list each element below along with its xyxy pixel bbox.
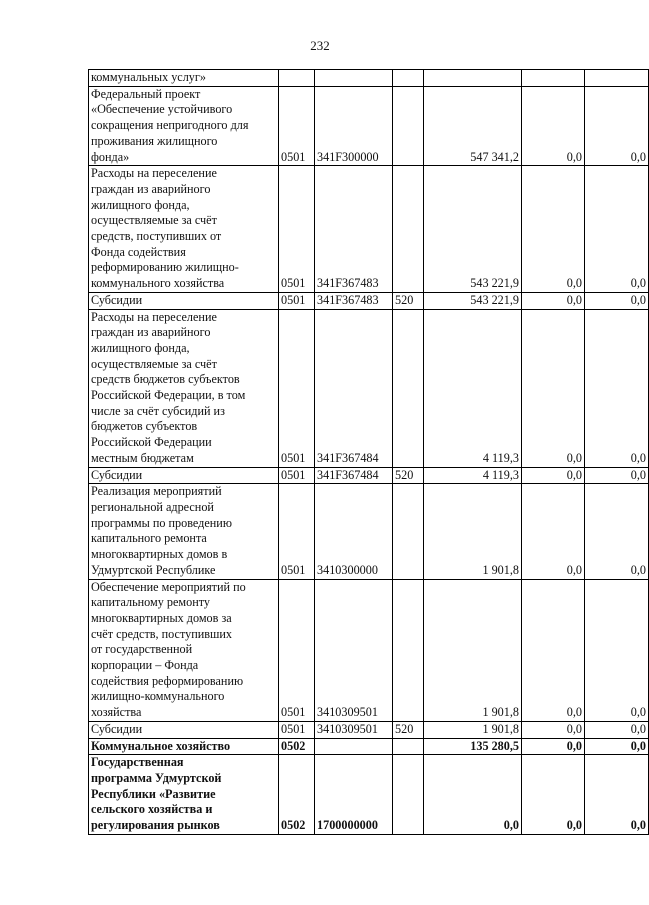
page-number: 232 bbox=[310, 38, 330, 53]
row-name-cell: Федеральный проект «Обеспечение устойчивого сокращения непригодного для проживания жилищного фонда» bbox=[89, 86, 279, 166]
section-code-cell: 0501 bbox=[279, 166, 315, 293]
section-code-cell: 0502 bbox=[279, 755, 315, 835]
expense-type-cell bbox=[393, 309, 424, 467]
amount-year2-cell: 0,0 bbox=[522, 579, 585, 721]
amount-cell: 135 280,5 bbox=[424, 738, 522, 755]
amount-year2-cell: 0,0 bbox=[522, 467, 585, 484]
table-row bbox=[89, 70, 649, 87]
expense-type-cell bbox=[393, 166, 424, 293]
amount-year3-cell: 0,0 bbox=[585, 292, 649, 309]
row-name-cell: Реализация мероприятий региональной адресной программы по проведению капитального ремонта многоквартирных домов в Удмуртской Республике bbox=[89, 484, 279, 579]
target-article-cell: 3410309501 bbox=[315, 579, 393, 721]
amount-year2-cell: 0,0 bbox=[522, 738, 585, 755]
target-article-cell: 3410309501 bbox=[315, 721, 393, 738]
row-name-cell: Коммунальное хозяйство bbox=[89, 738, 279, 755]
amount-year3-cell: 0,0 bbox=[585, 86, 649, 166]
row-name-cell: Государственная программа Удмуртской Республики «Развитие сельского хозяйства и регулирования рынков bbox=[89, 755, 279, 835]
target-article-cell: 3410300000 bbox=[315, 484, 393, 579]
budget-table-body bbox=[89, 70, 649, 835]
target-article-cell bbox=[315, 738, 393, 755]
row-name-cell: коммунальных услуг» bbox=[89, 70, 279, 87]
amount-year2-cell: 0,0 bbox=[522, 292, 585, 309]
target-article-cell: 341F367483 bbox=[315, 166, 393, 293]
amount-year2-cell: 0,0 bbox=[522, 309, 585, 467]
amount-cell: 1 901,8 bbox=[424, 579, 522, 721]
amount-cell: 543 221,9 bbox=[424, 166, 522, 293]
amount-cell: 4 119,3 bbox=[424, 467, 522, 484]
amount-year3-cell bbox=[585, 70, 649, 87]
expense-type-cell bbox=[393, 484, 424, 579]
amount-year2-cell: 0,0 bbox=[522, 721, 585, 738]
amount-year2-cell: 0,0 bbox=[522, 755, 585, 835]
expense-type-cell bbox=[393, 579, 424, 721]
table-row bbox=[89, 467, 649, 484]
target-article-cell: 341F367484 bbox=[315, 309, 393, 467]
amount-cell: 1 901,8 bbox=[424, 721, 522, 738]
amount-cell: 4 119,3 bbox=[424, 309, 522, 467]
row-name-cell: Расходы на переселение граждан из аварийного жилищного фонда, осуществляемые за счёт средств бюджетов субъектов Российской Федерации, в том числе за счёт субсидий из бюджетов субъектов Российской Федерации местным бюджетам bbox=[89, 309, 279, 467]
section-code-cell: 0501 bbox=[279, 86, 315, 166]
section-code-cell: 0501 bbox=[279, 721, 315, 738]
amount-cell: 547 341,2 bbox=[424, 86, 522, 166]
target-article-cell: 341F300000 bbox=[315, 86, 393, 166]
section-code-cell: 0501 bbox=[279, 292, 315, 309]
row-name-cell: Субсидии bbox=[89, 292, 279, 309]
amount-cell: 1 901,8 bbox=[424, 484, 522, 579]
table-row bbox=[89, 86, 649, 166]
section-code-cell: 0501 bbox=[279, 484, 315, 579]
amount-cell bbox=[424, 70, 522, 87]
section-code-cell: 0501 bbox=[279, 309, 315, 467]
budget-table bbox=[88, 69, 649, 835]
amount-year3-cell: 0,0 bbox=[585, 579, 649, 721]
row-name-cell: Обеспечение мероприятий по капитальному ремонту многоквартирных домов за счёт средств, поступивших от государственной корпорации – Фонда содействия реформированию жилищно-коммунального хозяйства bbox=[89, 579, 279, 721]
row-name-cell: Субсидии bbox=[89, 721, 279, 738]
table-row bbox=[89, 579, 649, 721]
amount-year2-cell bbox=[522, 70, 585, 87]
row-name-cell: Расходы на переселение граждан из аварийного жилищного фонда, осуществляемые за счёт средств, поступивших от Фонда содействия реформированию жилищно- коммунального хозяйства bbox=[89, 166, 279, 293]
amount-year3-cell: 0,0 bbox=[585, 721, 649, 738]
table-row bbox=[89, 721, 649, 738]
row-name-cell: Субсидии bbox=[89, 467, 279, 484]
amount-year2-cell: 0,0 bbox=[522, 166, 585, 293]
amount-year2-cell: 0,0 bbox=[522, 86, 585, 166]
table-row bbox=[89, 755, 649, 835]
target-article-cell bbox=[315, 70, 393, 87]
expense-type-cell bbox=[393, 738, 424, 755]
target-article-cell: 341F367483 bbox=[315, 292, 393, 309]
section-code-cell: 0501 bbox=[279, 579, 315, 721]
table-row bbox=[89, 484, 649, 579]
amount-year2-cell: 0,0 bbox=[522, 484, 585, 579]
section-code-cell: 0502 bbox=[279, 738, 315, 755]
expense-type-cell bbox=[393, 86, 424, 166]
expense-type-cell bbox=[393, 70, 424, 87]
amount-cell: 0,0 bbox=[424, 755, 522, 835]
amount-year3-cell: 0,0 bbox=[585, 309, 649, 467]
expense-type-cell: 520 bbox=[393, 467, 424, 484]
target-article-cell: 341F367484 bbox=[315, 467, 393, 484]
table-row bbox=[89, 309, 649, 467]
section-code-cell: 0501 bbox=[279, 467, 315, 484]
section-code-cell bbox=[279, 70, 315, 87]
expense-type-cell bbox=[393, 755, 424, 835]
table-row bbox=[89, 738, 649, 755]
table-row bbox=[89, 166, 649, 293]
amount-cell: 543 221,9 bbox=[424, 292, 522, 309]
amount-year3-cell: 0,0 bbox=[585, 738, 649, 755]
target-article-cell: 1700000000 bbox=[315, 755, 393, 835]
expense-type-cell: 520 bbox=[393, 721, 424, 738]
amount-year3-cell: 0,0 bbox=[585, 166, 649, 293]
table-row bbox=[89, 292, 649, 309]
expense-type-cell: 520 bbox=[393, 292, 424, 309]
amount-year3-cell: 0,0 bbox=[585, 484, 649, 579]
amount-year3-cell: 0,0 bbox=[585, 755, 649, 835]
amount-year3-cell: 0,0 bbox=[585, 467, 649, 484]
